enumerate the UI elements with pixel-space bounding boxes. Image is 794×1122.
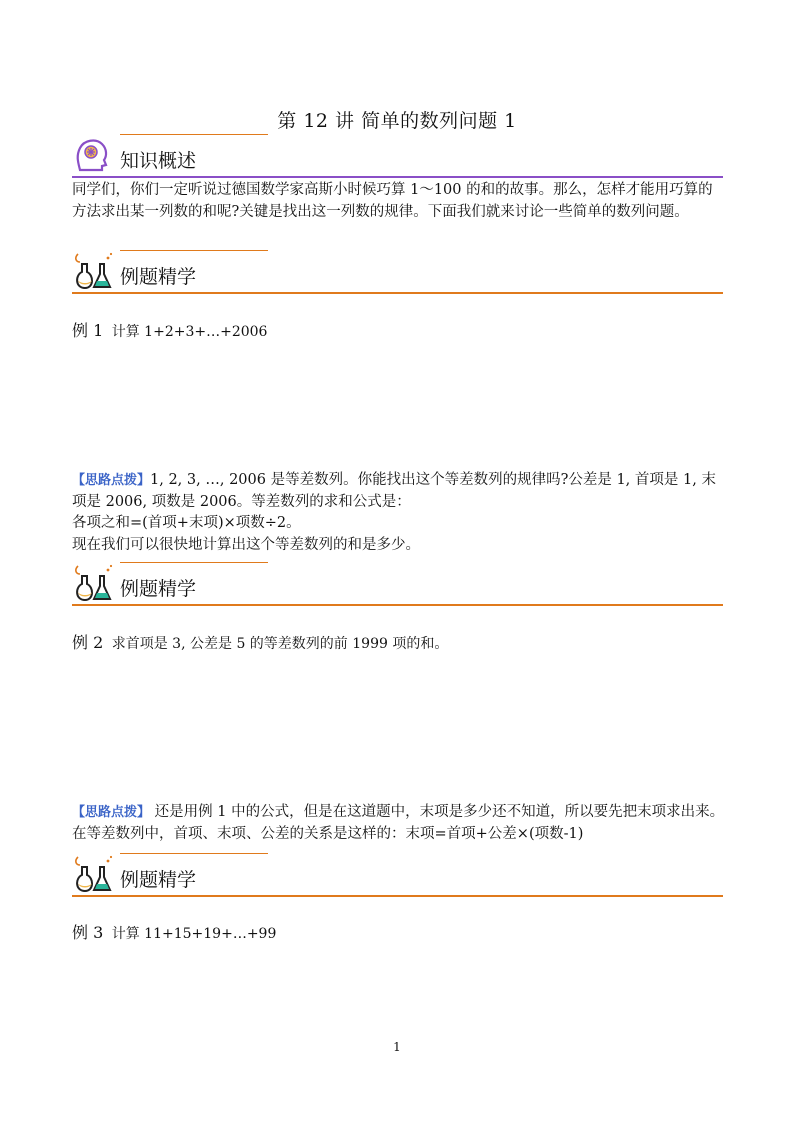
section-top-line [120, 134, 268, 135]
section-divider [72, 604, 723, 606]
section-top-line [120, 562, 268, 563]
section-heading: 知识概述 [120, 150, 197, 172]
example-2-problem [72, 630, 448, 653]
example-number: 例 2 [72, 633, 104, 652]
section-heading: 例题精学 [120, 869, 197, 891]
section-top-line [120, 250, 268, 251]
example-text: 计算 11+15+19+…+99 [111, 926, 277, 942]
page-number: 1 [393, 1040, 401, 1054]
example-1-hint [72, 470, 726, 556]
section-divider [72, 895, 723, 897]
example-number: 例 3 [72, 923, 104, 942]
section-top-line [120, 853, 268, 854]
example-text: 求首项是 3, 公差是 5 的等差数列的前 1999 项的和。 [111, 636, 449, 652]
example-section-header-1 [72, 250, 723, 294]
example-section-header-2 [72, 562, 723, 606]
section-heading: 例题精学 [120, 266, 197, 288]
hint-line: 现在我们可以很快地计算出这个等差数列的和是多少。 [72, 536, 420, 553]
hint-line: 还是用例 1 中的公式，但是在这道题中，末项是多少还不知道，所以要先把末项求出来。在等差数列中，首项、末项、公差的关系是这样的：末项=首项+公差×(项数-1) [72, 804, 725, 842]
section-divider [72, 292, 723, 294]
hint-line: 1, 2, 3, …, 2006 是等差数列。你能找出这个等差数列的规律吗?公差是 1, 首项是 1, 末项是 2006, 项数是 2006。等差数列的求和公式是： [72, 472, 716, 510]
knowledge-paragraph: 同学们，你们一定听说过德国数学家高斯小时候巧算 1～100 的和的故事。那么，怎样才能用巧算的方法求出某一列数的和呢?关键是找出这一列数的规律。下面我们就来讨论一些简单的数列问题。 [72, 182, 713, 220]
brain-head-icon [72, 134, 114, 176]
lab-flask-icon [72, 250, 114, 292]
page-title: 第 12 讲 简单的数列问题 1 [277, 110, 517, 132]
example-number: 例 1 [72, 321, 104, 340]
hint-tag: 【思路点拨】 [72, 805, 151, 820]
example-text: 计算 1+2+3+…+2006 [111, 324, 268, 340]
knowledge-section-header [72, 134, 723, 178]
example-1-problem [72, 318, 267, 341]
example-3-problem [72, 920, 276, 943]
example-2-hint [72, 802, 726, 845]
section-heading: 例题精学 [120, 578, 197, 600]
section-divider [72, 176, 723, 178]
example-section-header-3 [72, 853, 723, 897]
hint-line: 各项之和=(首项+末项)×项数÷2。 [72, 515, 301, 531]
lab-flask-icon [72, 853, 114, 895]
hint-tag: 【思路点拨】 [72, 473, 151, 488]
lab-flask-icon [72, 562, 114, 604]
